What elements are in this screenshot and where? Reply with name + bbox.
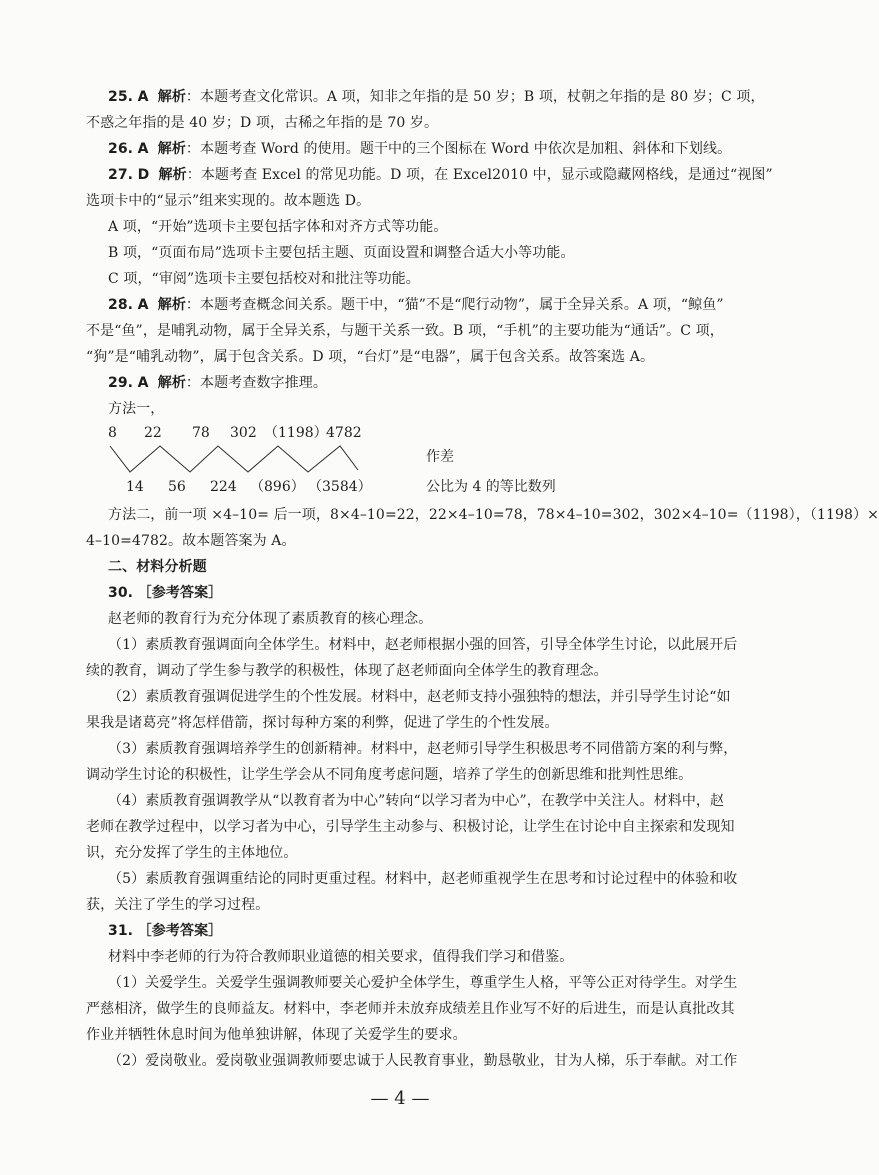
q29-answer: A [137, 375, 149, 391]
q29-text: ：本题考查数字推理。 [185, 375, 327, 391]
q26-line1 [86, 136, 766, 162]
answer-content [86, 84, 879, 1074]
q25-text: ：本题考查文化常识。A 项，知非之年指的是 50 岁；B 项，杖朝之年指的是 80 岁；C 项， [185, 89, 765, 105]
q30-p2-line2: 果我是诸葛亮”将怎样借箭，探讨每种方案的利弊，促进了学生的个性发展。 [86, 715, 559, 731]
bottom-number: （896） [250, 479, 305, 495]
q28-line3: “狗”是“哺乳动物”，属于包含关系。D 项，“台灯”是“电器”，属于包含关系。故答案选 A。 [86, 349, 655, 365]
q31-label: ［参考答案］ [137, 923, 223, 939]
page-number: — 4 — [370, 1088, 430, 1109]
q25-line2: 不惑之年指的是 40 岁；D 项，古稀之年指的是 70 岁。 [86, 115, 439, 131]
q27-text: ：本题考查 Excel 的常见功能。D 项，在 Excel2010 中，显示或隐藏网格线，是通过“视图” [186, 167, 773, 183]
top-number: 302 [230, 425, 257, 441]
q26-number: 26. [108, 141, 134, 157]
q30-p5-line1: （5）素质教育强调重结论的同时更重过程。材料中，赵老师重视学生在思考和讨论过程中的体验和收 [108, 871, 738, 887]
q29-label: 解析 [157, 375, 186, 391]
q25-label: 解析 [157, 89, 186, 105]
zigzag-lines [108, 444, 368, 476]
q29-method2-line1: 方法二，前一项 ×4–10= 后一项，8×4–10=22，22×4–10=78，78×4–10=302，302×4–10=（1198），（1198）× [108, 507, 879, 523]
q31-p1-line3: 作业并牺牲休息时间为他单独讲解，体现了关爱学生的要求。 [86, 1027, 467, 1043]
top-number: 8 [108, 425, 117, 441]
q31-p1-line1: （1）关爱学生。关爱学生强调教师要关心爱护全体学生，尊重学生人格，平等公正对待学生。对学生 [108, 975, 738, 991]
q27-line5: C 项，“审阅”选项卡主要包括校对和批注等功能。 [108, 271, 420, 287]
top-number: 78 [192, 425, 210, 441]
q27-line2: 选项卡中的“显示”组来实现的。故本题选 D。 [86, 193, 371, 209]
q28-text: ：本题考查概念间关系。题干中，“猫”不是“爬行动物”，属于全异关系。A 项，“鲸鱼” [185, 297, 724, 313]
q25-number: 25. [108, 89, 134, 105]
q30-p5-line2: 获，关注了学生的学习过程。 [86, 897, 270, 913]
q26-label: 解析 [157, 141, 186, 157]
bottom-number-row [126, 476, 372, 496]
q27-answer: D [137, 167, 150, 183]
bottom-number: 56 [168, 479, 186, 495]
q28-line2: 不是“鱼”，是哺乳动物，属于全异关系，与题干关系一致。B 项，“手机”的主要功能为“通话”。C 项， [86, 323, 724, 339]
q25-line1 [86, 84, 766, 110]
top-number-row [108, 422, 362, 442]
q30-intro: 赵老师的教育行为充分体现了素质教育的核心理念。 [108, 611, 433, 627]
q26-text: ：本题考查 Word 的使用。题干中的三个图标在 Word 中依次是加粗、斜体和下划线。 [185, 141, 732, 157]
q30-p2-line1: （2）素质教育强调促进学生的个性发展。材料中，赵老师支持小强独特的想法，并引导学生讨论“如 [108, 689, 731, 705]
section-heading: 二、材料分析题 [108, 559, 207, 575]
q27-line1 [86, 162, 773, 188]
bottom-number: （3584） [308, 479, 372, 495]
q31-header [86, 918, 766, 944]
diagram-note-difference: 作差 [426, 449, 454, 465]
q30-p4-line2: 老师在教学过程中，以学习者为中心，引导学生主动参与、积极讨论，让学生在讨论中自主探索和发现知 [86, 819, 735, 835]
q30-p3-line2: 调动学生讨论的积极性，让学生学会从不同角度考虑问题，培养了学生的创新思维和批判性思维。 [86, 767, 693, 783]
q30-p1-line2: 续的教育，调动了学生参与教学的积极性，体现了赵老师面向全体学生的教育理念。 [86, 663, 608, 679]
q30-label: ［参考答案］ [137, 585, 223, 601]
q29-line1 [86, 370, 766, 396]
bottom-number: 224 [210, 479, 237, 495]
q28-label: 解析 [157, 297, 186, 313]
difference-diagram [86, 422, 766, 502]
q29-number: 29. [108, 375, 134, 391]
top-number: （1198） [264, 425, 328, 441]
bottom-number: 14 [126, 479, 144, 495]
q27-number: 27. [108, 167, 134, 183]
q31-intro: 材料中李老师的行为符合教师职业道德的相关要求，值得我们学习和借鉴。 [108, 949, 574, 965]
q30-number: 30. [108, 585, 134, 601]
diagram-note-ratio: 公比为 4 的等比数列 [426, 479, 556, 495]
q27-label: 解析 [158, 167, 187, 183]
q26-answer: A [137, 141, 149, 157]
top-number: 4782 [326, 425, 362, 441]
q30-p4-line1: （4）素质教育强调教学从“以教育者为中心”转向“以学习者为中心”，在教学中关注人。材料中，赵 [108, 793, 725, 809]
q29-method2-line2: 4–10=4782。故本题答案为 A。 [86, 533, 296, 549]
q27-line4: B 项，“页面布局”选项卡主要包括主题、页面设置和调整合适大小等功能。 [108, 245, 575, 261]
q25-answer: A [137, 89, 149, 105]
q30-header [86, 580, 766, 606]
q31-p1-line2: 严慈相济，做学生的良师益友。材料中，李老师并未放弃成绩差且作业写不好的后进生，而是认真批改其 [86, 1001, 735, 1017]
q31-number: 31. [108, 923, 134, 939]
top-number: 22 [144, 425, 162, 441]
q30-p3-line1: （3）素质教育强调培养学生的创新精神。材料中，赵老师引导学生积极思考不同借箭方案的利与弊， [108, 741, 738, 757]
q28-line1 [86, 292, 766, 318]
q28-number: 28. [108, 297, 134, 313]
q31-p2-line1: （2）爱岗敬业。爱岗敬业强调教师要忠诚于人民教育事业，勤恳敬业，甘为人梯，乐于奉献。对工作 [108, 1053, 738, 1069]
q30-p1-line1: （1）素质教育强调面向全体学生。材料中，赵老师根据小强的回答，引导全体学生讨论，以此展开后 [108, 637, 738, 653]
q29-method1: 方法一， [108, 401, 165, 417]
q30-p4-line3: 识，充分发挥了学生的主体地位。 [86, 845, 298, 861]
q27-line3: A 项，“开始”选项卡主要包括字体和对齐方式等功能。 [108, 219, 448, 235]
q28-answer: A [137, 297, 149, 313]
